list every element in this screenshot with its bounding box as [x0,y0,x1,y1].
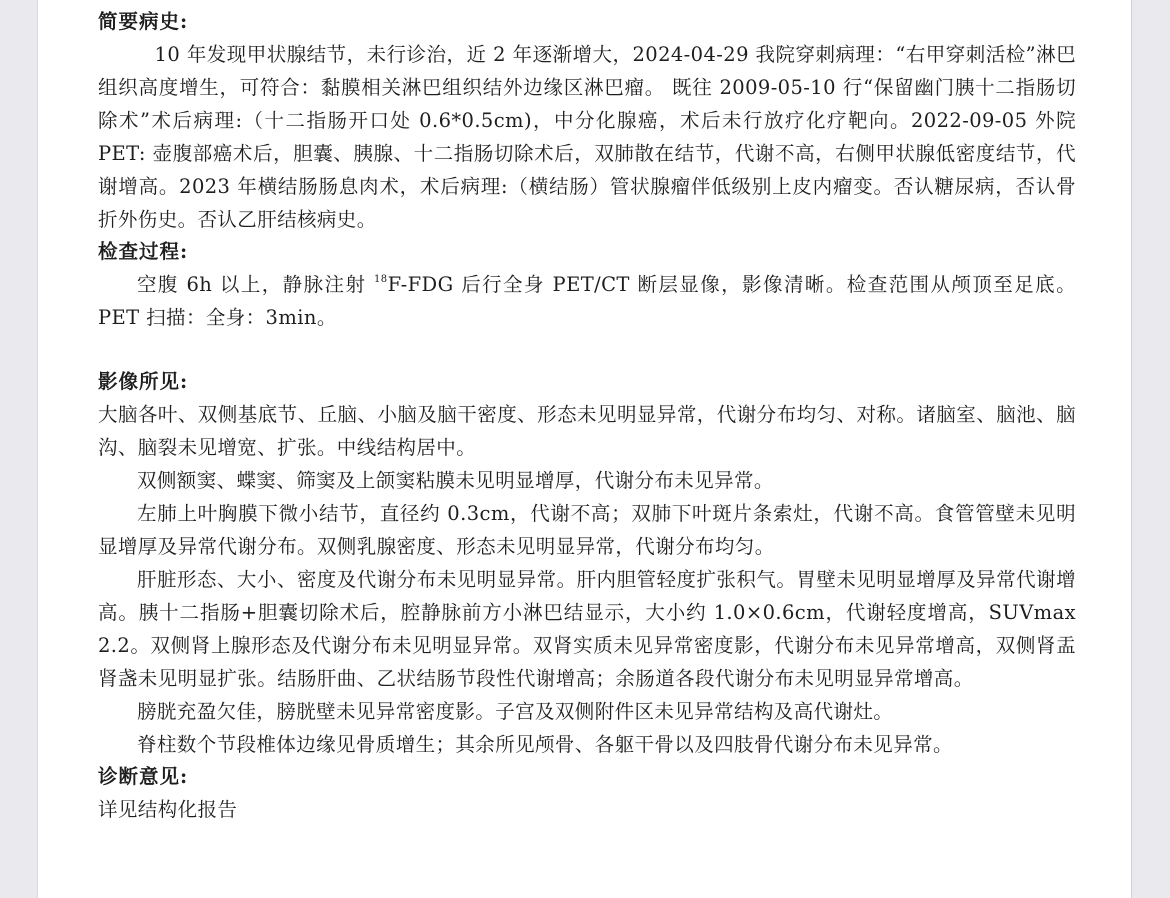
procedure-heading: 检查过程: [98,240,189,263]
procedure-text-after: F-FDG 后行全身 PET/CT 断层显像，影像清晰。检查范围从颅顶至足底。PET 扫描：全身：3min。 [98,273,1076,329]
procedure-text [98,268,1076,334]
procedure-text-before: 空腹 6h 以上，静脉注射 [137,273,375,296]
findings-sinus: 双侧额窦、蝶窦、筛窦及上颌窦粘膜未见明显增厚，代谢分布未见异常。 [137,469,774,492]
findings-bone: 脊柱数个节段椎体边缘见骨质增生；其余所见颅骨、各躯干骨以及四肢骨代谢分布未见异常。 [137,733,953,756]
history-heading: 简要病史: [98,10,189,33]
findings-abdomen: 肝脏形态、大小、密度及代谢分布未见明显异常。肝内胆管轻度扩张积气。胃壁未见明显增厚及异常代谢增高。胰十二指肠+胆囊切除术后，腔静脉前方小淋巴结显示，大小约 1.0×0.6cm，代谢轻度增高，SUVmax 2.2。双侧肾上腺形态及代谢分布未见明显异常。双肾实质未见异常密度影，代谢分布未见异常增高，双侧肾盂肾盏未见明显扩张。结肠肝曲、乙状结肠节段性代谢增高；余肠道各段代谢分布未见明显异常增高。 [98,568,1076,690]
findings-heading: 影像所见: [98,370,189,393]
findings-brain: 大脑各叶、双侧基底节、丘脑、小脑及脑干密度、形态未见明显异常，代谢分布均匀、对称。诸脑室、脑池、脑沟、脑裂未见增宽、扩张。中线结构居中。 [98,403,1076,459]
report-page [37,0,1132,898]
findings-pelvis: 膀胱充盈欠佳，膀胱壁未见异常密度影。子宫及双侧附件区未见异常结构及高代谢灶。 [137,700,894,723]
findings-chest: 左肺上叶胸膜下微小结节，直径约 0.3cm，代谢不高；双肺下叶斑片条索灶，代谢不高。食管管壁未见明显增厚及异常代谢分布。双侧乳腺密度、形态未见明显异常，代谢分布均匀。 [98,502,1076,558]
report-content [98,6,1076,826]
isotope-superscript: 18 [374,274,388,285]
history-text: 10 年发现甲状腺结节，未行诊治，近 2 年逐渐增大，2024-04-29 我院穿刺病理：“右甲穿刺活检”淋巴组织高度增生，可符合：黏膜相关淋巴组织结外边缘区淋巴瘤。 既往 2009-05-10 行“保留幽门胰十二指肠切除术”术后病理:（十二指肠开口处 0.6*0.5cm)，中分化腺癌，术后未行放疗化疗靶向。2022-09-05 外院 PET: 壶腹部癌术后，胆囊、胰腺、十二指肠切除术后，双肺散在结节，代谢不高，右侧甲状腺低密度结节，代谢增高。2023 年横结肠肠息肉术，术后病理:（横结肠）管状腺瘤伴低级别上皮内瘤变。否认糖尿病，否认骨折外伤史。否认乙肝结核病史。 [98,43,1076,231]
section-spacer [98,334,1076,366]
diagnosis-text: 详见结构化报告 [98,798,238,821]
diagnosis-heading: 诊断意见: [98,765,189,788]
